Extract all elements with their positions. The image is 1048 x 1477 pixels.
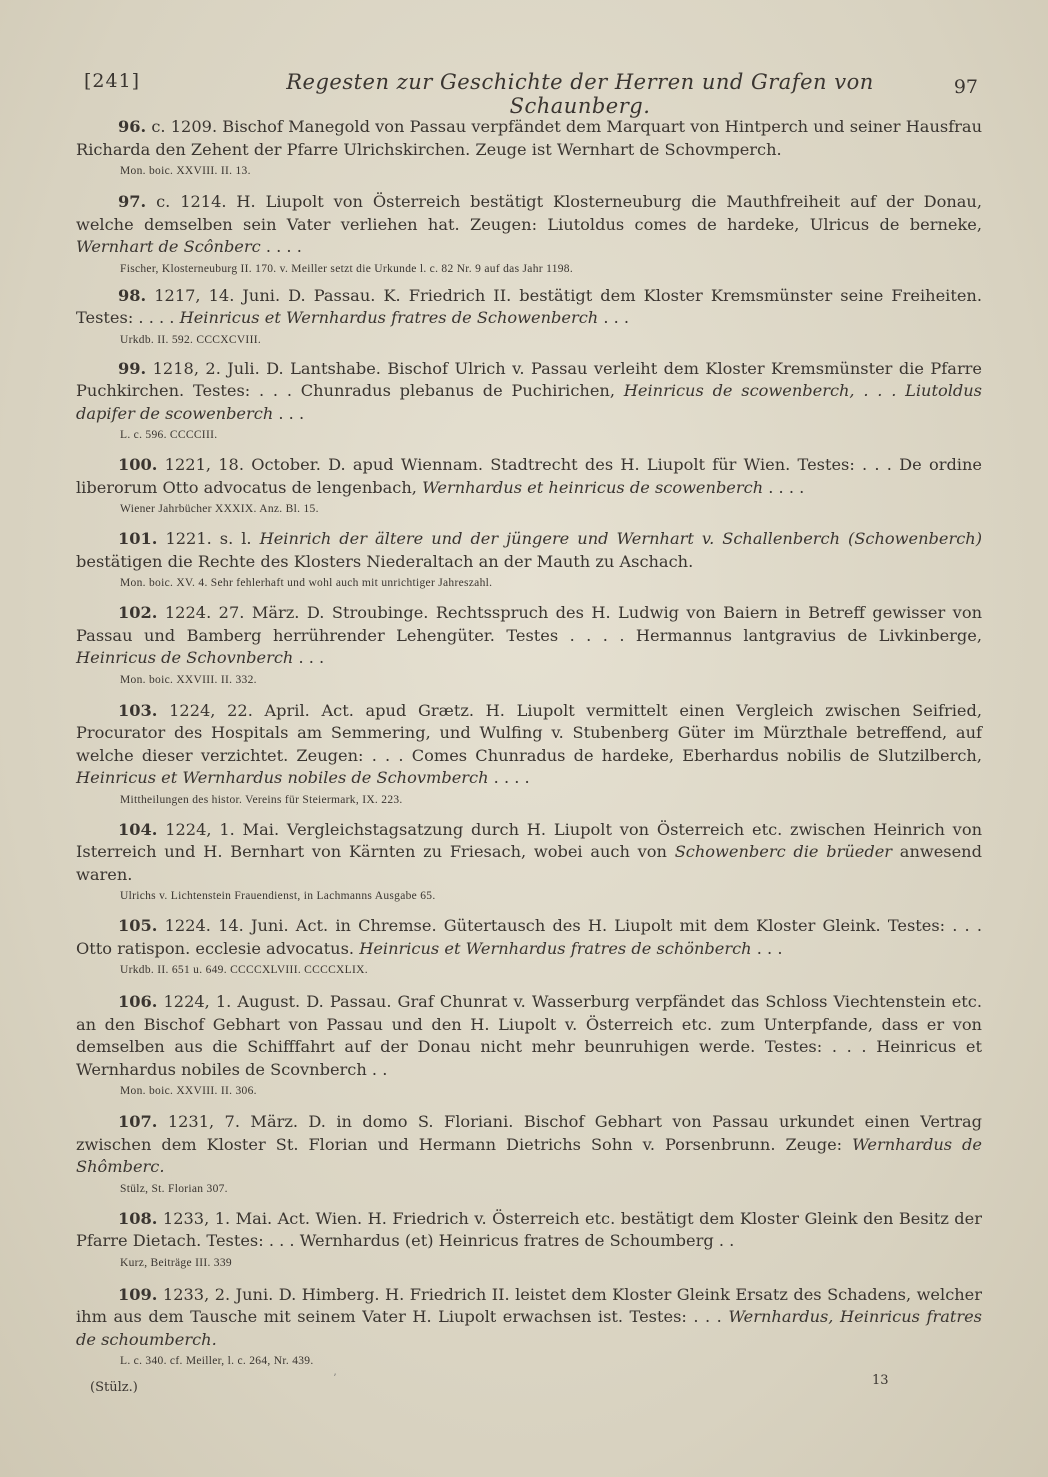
witness-names: Heinricus de Schovnberch [76, 648, 294, 667]
source-citation: Mon. boic. XXVIII. II. 13. [120, 165, 251, 177]
regest-number: 96. [118, 117, 147, 136]
regest-segment: 1224, 1. August. D. Passau. Graf Chunrat v. Wasserburg verpfändet das Schloss Viechtenstein etc. an den Bischof Gebhart von Passau und den H. Liupolt v. Österreich etc. zum Unterpfande, dass er von demselben aus die Schifffahrt auf der Donau nicht mehr beunruhigen werde. Testes: . . . Heinricus et Wernhardus nobiles de Scovnberch . . [76, 992, 982, 1079]
regest-segment: 1233, 1. Mai. Act. Wien. H. Friedrich v. Österreich etc. bestätigt dem Kloster Gleink den Besitz der Pfarre Dietach. Testes: . . . Wernhardus (et) Heinricus fratres de Schoumberg . . [76, 1208, 982, 1250]
footer-author: (Stülz.) [90, 1380, 138, 1395]
regest-entry [76, 602, 982, 690]
page-header [80, 66, 980, 118]
witness-names: Wernhardus et heinricus de scowenberch [422, 477, 764, 497]
regest-text [76, 285, 982, 330]
regest-entry [76, 915, 982, 980]
witness-names: Heinricus de scowenberch, . . . Liutoldus dapifer de scowenberch [76, 381, 982, 423]
section-number: [241] [84, 70, 141, 92]
regest-text [76, 602, 982, 670]
regest-entry [76, 528, 982, 593]
regest-segment: . . . [598, 308, 630, 327]
regest-segment: 1221. s. l. [157, 529, 260, 548]
regest-segment: . . . [273, 403, 305, 423]
source-citation: L. c. 340. cf. Meiller, l. c. 264, Nr. 439. [120, 1355, 314, 1367]
source-citation: Urkdb. II. 592. CCCXCVIII. [120, 333, 261, 346]
regest-entry [76, 991, 982, 1101]
regest-segment: 1221, 18. October. D. apud Wiennam. Stadtrecht des H. Liupolt für Wien. Testes: . . . De ordine liberorum Otto advocatus de lengenbach, [76, 455, 982, 497]
regest-number: 108. [118, 1208, 158, 1228]
regest-segment: 1217, 14. Juni. D. Passau. K. Friedrich II. bestätigt dem Kloster Kremsmünster seine Freiheiten. Testes: . . . . [76, 285, 982, 327]
regest-number: 100. [118, 455, 158, 474]
witness-names: Wernhardus, Heinricus fratres de schoumberch. [76, 1307, 982, 1349]
regest-entry [76, 819, 982, 907]
witness-names: Heinricus et Wernhardus nobiles de Schovmberch [76, 768, 489, 787]
regest-segment: anwesend waren. [76, 842, 982, 884]
source-citation: Mon. boic. XXVIII. II. 332. [120, 673, 257, 686]
regest-entry [76, 116, 982, 181]
page-number: 97 [953, 76, 978, 98]
regest-segment: . . . [751, 938, 783, 958]
regest-segment: c. 1209. Bischof Manegold von Passau verpfändet dem Marquart von Hintperch und seiner Hausfrau Richarda den Zehent der Pfarre Ulrichskirchen. Zeuge ist Wernhart de Schovmperch. [76, 117, 982, 159]
regest-text [76, 116, 982, 161]
source-citation: L. c. 596. CCCCIII. [120, 429, 218, 441]
source-citation: Kurz, Beiträge III. 339 [120, 1256, 232, 1269]
regesten-list [76, 108, 982, 1371]
regest-segment: 1224, 1. Mai. Vergleichstagsatzung durch H. Liupolt von Österreich etc. zwischen Heinrich von Isterreich und H. Bernhart von Kärnten zu Friesach, wobei auch von [76, 819, 982, 861]
source-citation: Mittheilungen des histor. Vereins für Steiermark, IX. 223. [120, 793, 403, 806]
witness-names: Wernhardus de Shômberc. [76, 1134, 982, 1176]
regest-entry [76, 358, 982, 446]
regest-segment: c. 1214. H. Liupolt von Österreich bestätigt Klosterneuburg die Mauthfreiheit auf der Donau, welche demselben sein Vater verliehen hat. Zeugen: Liutoldus comes de hardeke, Ulricus de berneke, [76, 192, 982, 234]
regest-segment: . . . . [763, 477, 805, 497]
regest-segment: . . . . [488, 768, 530, 787]
witness-names: Schowenberc die brüeder [674, 842, 893, 861]
signature-mark: 13 [872, 1373, 889, 1388]
regest-number: 98. [118, 285, 147, 305]
regest-segment: 1224, 22. April. Act. apud Grætz. H. Liupolt vermittelt einen Vergleich zwischen Seifried, Procurator des Hospitals am Semmering, und Wulfing v. Stubenberg Güter im Mürzthale betreffend, auf welche dieser verzichtet. Zeugen: . . . Comes Chunradus de hardeke, Eberhardus nobilis de Slutzilberch, [76, 700, 982, 765]
source-citation: Ulrichs v. Lichtenstein Frauendienst, in Lachmanns Ausgabe 65. [120, 890, 436, 902]
regest-text [76, 528, 982, 573]
regest-text [76, 700, 982, 790]
witness-names: Heinricus et Wernhardus fratres de schönberch [359, 938, 752, 958]
regest-number: 109. [118, 1284, 158, 1304]
regest-text [76, 358, 982, 426]
regest-text [76, 1111, 982, 1179]
regest-number: 107. [118, 1112, 158, 1131]
regest-text [76, 191, 982, 259]
witness-names: Heinrich der ältere und der jüngere und Wernhart v. Schallenberch (Schowenberch) [259, 529, 983, 548]
regest-segment: 1231, 7. März. D. in domo S. Floriani. Bischof Gebhart von Passau urkundet einen Vertrag zwischen dem Kloster St. Florian und Hermann Dietrichs Sohn v. Porsenbrunn. Zeuge: [76, 1112, 982, 1154]
print-mark: ʼ [333, 1373, 337, 1384]
regest-text [76, 1208, 982, 1253]
regest-segment: 1233, 2. Juni. D. Himberg. H. Friedrich II. leistet dem Kloster Gleink Ersatz des Schadens, welcher ihm aus dem Tausche mit seinem Vater H. Liupolt erwachsen ist. Testes: . . . [76, 1284, 982, 1326]
regest-number: 105. [118, 916, 158, 935]
source-citation: Mon. boic. XXVIII. II. 306. [120, 1085, 257, 1097]
regest-entry [76, 285, 982, 350]
regest-entry [76, 1208, 982, 1273]
regest-number: 101. [118, 529, 158, 548]
regest-text [76, 915, 982, 960]
regest-number: 106. [118, 992, 158, 1011]
source-citation: Urkdb. II. 651 u. 649. CCCCXLVIII. CCCCXLIX. [120, 964, 368, 976]
running-title: Regesten zur Geschichte der Herren und Grafen von Schaunberg. [286, 70, 874, 118]
regest-entry [76, 191, 982, 279]
regest-segment: 1224. 14. Juni. Act. in Chremse. Gütertausch des H. Liupolt mit dem Kloster Gleink. Testes: . . . Otto ratispon. ecclesie advocatus. [76, 916, 982, 958]
regest-text [76, 991, 982, 1081]
regest-entry [76, 700, 982, 810]
regest-number: 104. [118, 819, 158, 839]
regest-entry [76, 1284, 982, 1372]
regest-number: 103. [118, 700, 158, 720]
regest-text [76, 1284, 982, 1352]
regest-number: 102. [118, 603, 158, 622]
source-citation: Stülz, St. Florian 307. [120, 1182, 228, 1195]
source-citation: Wiener Jahrbücher XXXIX. Anz. Bl. 15. [120, 503, 319, 515]
regest-segment: 1224. 27. März. D. Stroubinge. Rechtsspruch des H. Ludwig von Baiern in Betreff gewisser von Passau und Bamberg herrührender Lehengüter. Testes . . . . Hermannus lantgravius de Livkinberge, [76, 603, 982, 645]
source-citation: Mon. boic. XV. 4. Sehr fehlerhaft und wohl auch mit unrichtiger Jahreszahl. [120, 577, 493, 589]
source-citation: Fischer, Klosterneuburg II. 170. v. Meiller setzt die Urkunde l. c. 82 Nr. 9 auf das Jahr 1198. [120, 262, 574, 275]
regest-segment: . . . [293, 648, 325, 667]
regest-entry [76, 1111, 982, 1199]
regest-segment: . . . . [260, 237, 302, 256]
regest-segment: 1218, 2. Juli. D. Lantshabe. Bischof Ulrich v. Passau verleiht dem Kloster Kremsmünster die Pfarre Puchkirchen. Testes: . . . Chunradus plebanus de Puchirichen, [76, 358, 982, 400]
regest-number: 97. [118, 192, 147, 211]
regest-number: 99. [118, 358, 147, 378]
witness-names: Heinricus et Wernhardus fratres de Schowenberch [179, 308, 599, 327]
witness-names: Wernhart de Scônberc [76, 237, 261, 256]
regest-text [76, 819, 982, 887]
regest-entry [76, 454, 982, 519]
regest-text [76, 454, 982, 499]
regest-segment: bestätigen die Rechte des Klosters Niederaltach an der Mauth zu Aschach. [76, 551, 694, 571]
